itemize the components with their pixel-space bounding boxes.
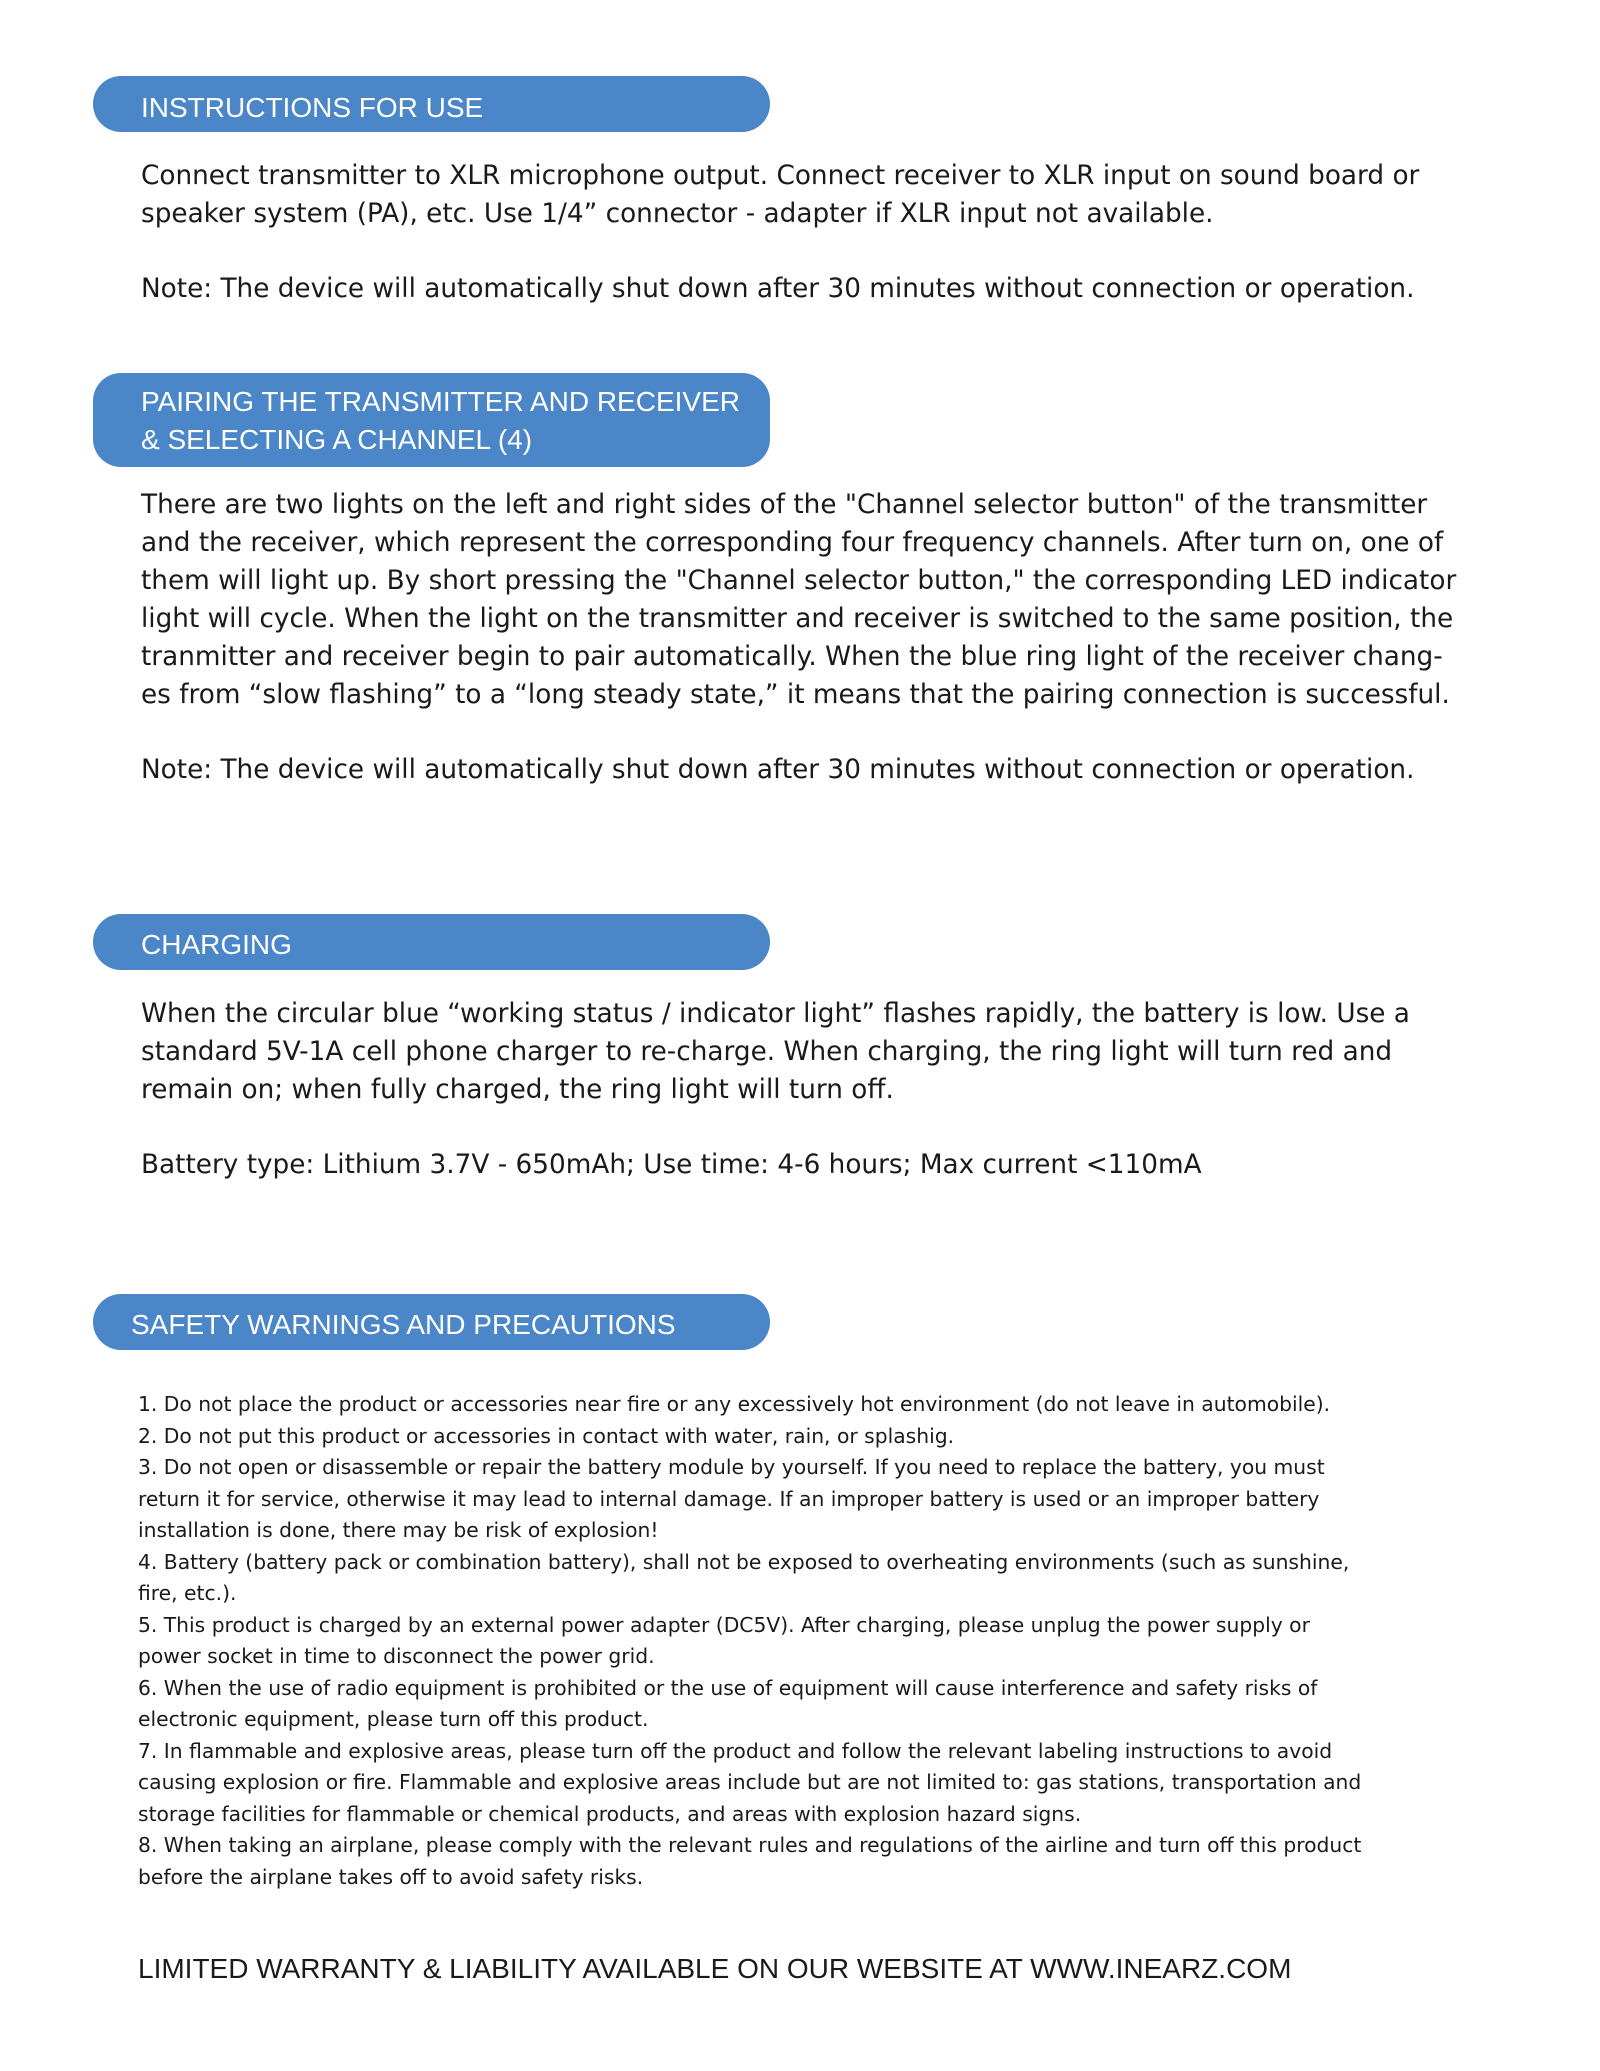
pairing-line: light will cycle. When the light on the transmitter and receiver is switched to the same position, the [141, 604, 1454, 634]
safety-item-line: before the airplane takes off to avoid safety risks. [138, 1864, 644, 1889]
pairing-line: es from “slow flashing” to a “long steady state,” it means that the pairing connection is successful. [141, 680, 1450, 710]
safety-item-line: fire, etc.). [138, 1581, 237, 1605]
charging-body [141, 995, 1441, 1109]
charging-line: standard 5V-1A cell phone charger to re-charge. When charging, the ring light will turn red and [141, 1037, 1393, 1067]
safety-item-line: 2. Do not put this product or accessories in contact with water, rain, or splashig. [138, 1423, 955, 1448]
battery-specs: Battery type: Lithium 3.7V - 650mAh; Use time: 4-6 hours; Max current <110mA [141, 1150, 1202, 1180]
safety-item-line: return it for service, otherwise it may lead to internal damage. If an improper battery is used or an improper battery [138, 1486, 1320, 1511]
heading-pairing-line: PAIRING THE TRANSMITTER AND RECEIVER [141, 386, 740, 417]
heading-safety-label: SAFETY WARNINGS AND PRECAUTIONS [131, 1309, 676, 1340]
safety-item-line: electronic equipment, please turn off this product. [138, 1707, 649, 1731]
instructions-note-text: Note: The device will automatically shut down after 30 minutes without connection or operation. [141, 274, 1415, 304]
safety-item-line: 7. In flammable and explosive areas, please turn off the product and follow the relevant labeling instructions to avoid [138, 1738, 1333, 1763]
pairing-line: tranmitter and receiver begin to pair automatically. When the blue ring light of the receiver chang- [141, 642, 1443, 672]
charging-specs [141, 1146, 1441, 1184]
instructions-line: Connect transmitter to XLR microphone output. Connect receiver to XLR input on sound board or [141, 161, 1420, 191]
charging-line: remain on; when fully charged, the ring light will turn off. [141, 1075, 894, 1105]
instructions-line: speaker system (PA), etc. Use 1/4” connector - adapter if XLR input not available. [141, 199, 1214, 229]
pairing-body [141, 486, 1457, 714]
instructions-note [141, 270, 1441, 308]
safety-item-line: 5. This product is charged by an external power adapter (DC5V). After charging, please unplug the power supply or [138, 1612, 1310, 1637]
heading-safety [93, 1294, 770, 1350]
heading-instructions-label: INSTRUCTIONS FOR USE [141, 92, 484, 123]
safety-item-line: 6. When the use of radio equipment is prohibited or the use of equipment will cause interference and safety risks of [138, 1675, 1318, 1700]
heading-charging [93, 914, 770, 970]
pairing-note [141, 751, 1441, 789]
safety-item-line: causing explosion or fire. Flammable and explosive areas include but are not limited to: gas stations, transportation and [138, 1770, 1362, 1794]
pairing-line: them will light up. By short pressing the "Channel selector button," the corresponding LED indicator [141, 566, 1457, 596]
instructions-body [141, 157, 1441, 233]
heading-instructions [93, 76, 770, 132]
safety-list [138, 1389, 1438, 1893]
pairing-line: and the receiver, which represent the corresponding four frequency channels. After turn on, one of [141, 528, 1444, 558]
heading-pairing-line: & SELECTING A CHANNEL (4) [141, 424, 533, 455]
warranty-footer: LIMITED WARRANTY & LIABILITY AVAILABLE ON OUR WEBSITE AT WWW.INEARZ.COM [138, 1953, 1292, 1984]
safety-item-line: installation is done, there may be risk of explosion! [138, 1518, 659, 1542]
heading-charging-label: CHARGING [141, 929, 292, 960]
safety-item-line: 4. Battery (battery pack or combination battery), shall not be exposed to overheating environments (such as sunshine, [138, 1549, 1350, 1574]
safety-item-line: power socket in time to disconnect the power grid. [138, 1644, 655, 1668]
pairing-line: There are two lights on the left and right sides of the "Channel selector button" of the transmitter [141, 490, 1428, 520]
pairing-note-text: Note: The device will automatically shut down after 30 minutes without connection or operation. [141, 755, 1415, 785]
safety-item-line: 3. Do not open or disassemble or repair the battery module by yourself. If you need to replace the battery, you must [138, 1455, 1325, 1479]
safety-item-line: 8. When taking an airplane, please comply with the relevant rules and regulations of the airline and turn off this product [138, 1833, 1362, 1857]
charging-line: When the circular blue “working status / indicator light” flashes rapidly, the battery is low. Use a [141, 999, 1410, 1029]
heading-pairing [93, 373, 770, 467]
safety-item-line: 1. Do not place the product or accessories near fire or any excessively hot environment (do not leave in automobile). [138, 1392, 1331, 1416]
safety-item-line: storage facilities for flammable or chemical products, and areas with explosion hazard signs. [138, 1801, 1082, 1826]
